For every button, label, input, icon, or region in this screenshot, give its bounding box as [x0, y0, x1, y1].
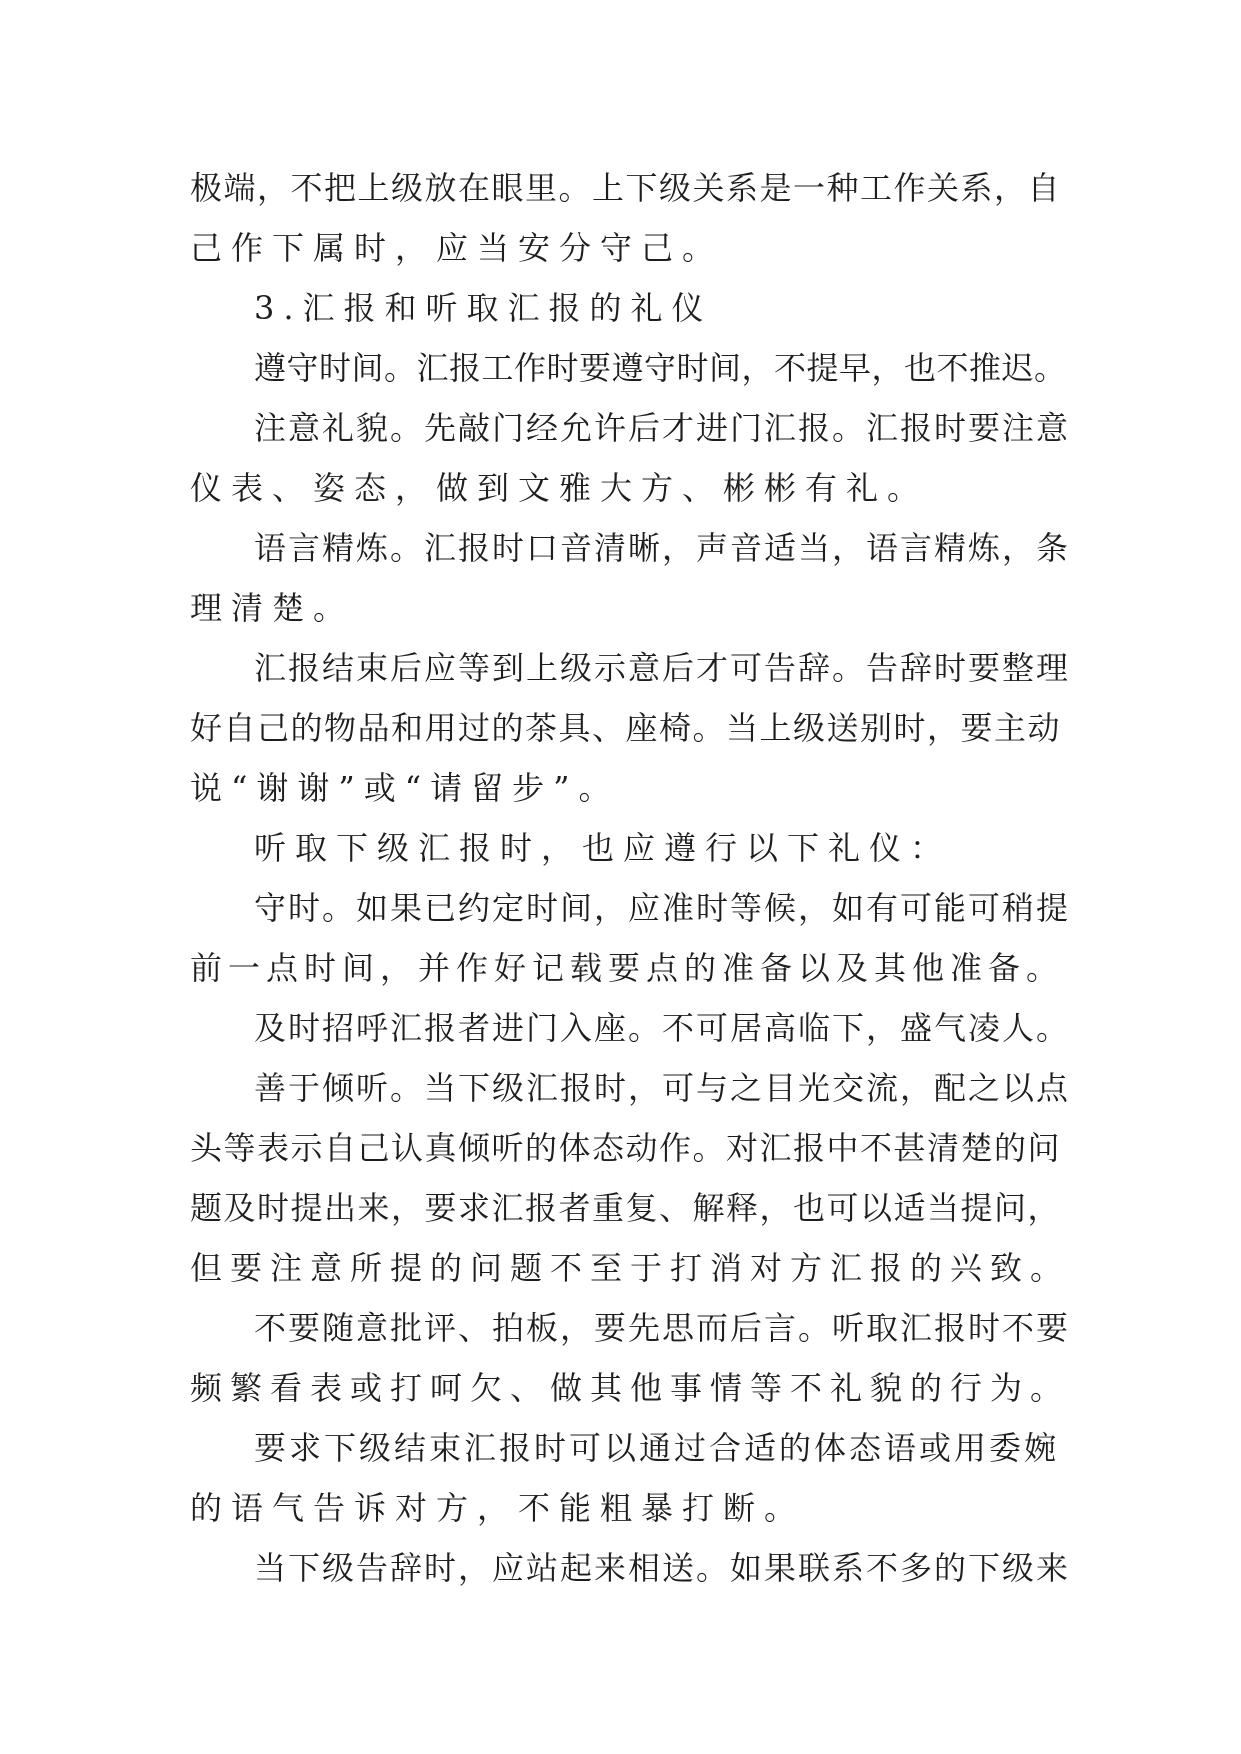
section-heading: 3.汇报和听取汇报的礼仪 [254, 289, 713, 327]
text-line: 说“谢谢”或“请留步”。 [190, 769, 620, 807]
paragraph-first-line: 注意礼貌。先敲门经允许后才进门汇报。汇报时要注意 [254, 409, 1071, 447]
paragraph-first-line: 听取下级汇报时，也应遵行以下礼仪： [254, 829, 952, 867]
paragraph-first-line: 汇报结束后应等到上级示意后才可告辞。告辞时要整理 [254, 649, 1071, 687]
text-line: 好自己的物品和用过的茶具、座椅。当上级送别时，要主动 [190, 709, 1062, 747]
text-line: 前一点时间，并作好记载要点的准备以及其他准备。 [190, 949, 1065, 987]
text-line: 但要注意所提的问题不至于打消对方汇报的兴致。 [190, 1249, 1071, 1287]
text-line: 头等表示自己认真倾听的体态动作。对汇报中不甚清楚的问 [190, 1129, 1062, 1167]
text-line: 题及时提出来，要求汇报者重复、解释，也可以适当提问， [190, 1189, 1062, 1227]
text-line: 己作下属时，应当安分守己。 [190, 229, 724, 267]
paragraph-first-line: 遵守时间。汇报工作时要遵守时间，不提早，也不推迟。 [254, 349, 1067, 387]
paragraph-first-line: 善于倾听。当下级汇报时，可与之目光交流，配之以点 [254, 1069, 1071, 1107]
paragraph-first-line: 当下级告辞时，应站起来相送。如果联系不多的下级来 [254, 1549, 1071, 1587]
text-line: 的语气告诉对方，不能粗暴打断。 [190, 1489, 806, 1527]
text-line: 极端，不把上级放在眼里。上下级关系是一种工作关系，自 [190, 169, 1062, 207]
paragraph-first-line: 守时。如果已约定时间，应准时等候，如有可能可稍提 [254, 889, 1071, 927]
text-line: 频繁看表或打呵欠、做其他事情等不礼貌的行为。 [190, 1369, 1071, 1407]
paragraph-first-line: 不要随意批评、拍板，要先思而后言。听取汇报时不要 [254, 1309, 1071, 1347]
paragraph-first-line: 及时招呼汇报者进门入座。不可居高临下，盛气凌人。 [254, 1009, 1071, 1047]
text-line: 理清楚。 [190, 589, 355, 627]
text-line: 仪表、姿态，做到文雅大方、彬彬有礼。 [190, 469, 929, 507]
document-body [190, 158, 1070, 1598]
paragraph-first-line: 语言精炼。汇报时口音清晰，声音适当，语言精炼，条 [254, 529, 1071, 567]
paragraph-first-line: 要求下级结束汇报时可以通过合适的体态语或用委婉 [254, 1429, 1060, 1467]
